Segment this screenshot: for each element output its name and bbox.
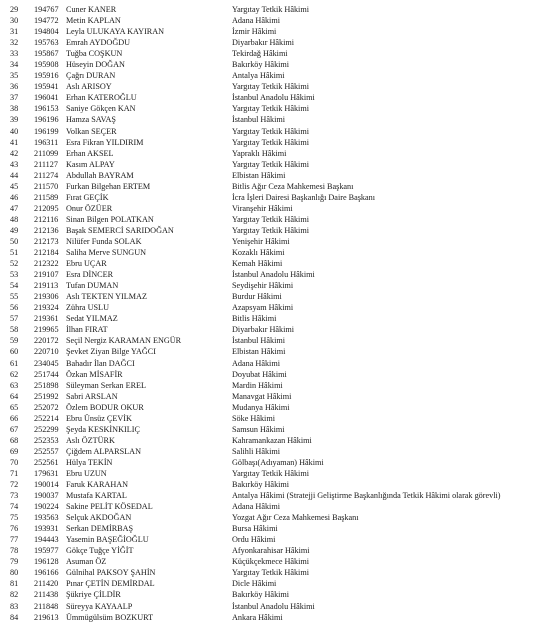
row-number: 33 [10,49,19,59]
row-judge-name: Aslı ARISOY [66,82,112,92]
table-row [0,159,534,170]
table-row [0,523,534,534]
row-registry-number: 252353 [34,435,59,445]
row-judge-name: Süleyman Serkan EREL [66,380,147,390]
table-row [0,247,534,258]
row-registry-number: 194772 [34,16,59,26]
row-number: 71 [10,468,19,478]
row-position: Viranşehir Hâkimi [232,203,293,213]
row-number: 64 [10,391,19,401]
table-row [0,324,534,335]
row-registry-number: 219613 [34,612,59,622]
row-position: Kozaklı Hâkimi [232,248,285,258]
row-position: Yargıtay Tetkik Hâkimi [232,104,309,114]
row-number: 52 [10,259,19,269]
table-row [0,589,534,600]
row-number: 56 [10,303,19,313]
row-judge-name: Sabri ARSLAN [66,391,118,401]
row-position: Mudanya Hâkimi [232,402,290,412]
row-judge-name: Seçil Nergiz KARAMAN ENGÜR [66,336,182,346]
row-judge-name: Hülya TEKİN [66,457,113,467]
row-registry-number: 211127 [34,159,58,169]
row-registry-number: 196128 [34,557,59,567]
row-number: 46 [10,192,19,202]
row-number: 74 [10,502,19,512]
row-position: Adana Hâkimi [232,16,280,26]
table-row [0,280,534,291]
table-row [0,402,534,413]
row-number: 35 [10,71,19,81]
row-number: 76 [10,524,19,534]
row-number: 84 [10,612,19,622]
row-position: Yapraklı Hâkimi [232,148,287,158]
row-judge-name: Şeyda KESKİNKILIÇ [66,424,140,434]
row-judge-name: Gökçe Tuğçe YİĞİT [66,546,134,556]
row-position: Diyarbakır Hâkimi [232,38,295,48]
table-row [0,103,534,114]
row-number: 34 [10,60,19,70]
row-registry-number: 211099 [34,148,59,158]
row-judge-name: Pınar ÇETİN DEMİRDAL [66,579,155,589]
table-row [0,391,534,402]
table-row [0,26,534,37]
row-number: 47 [10,203,19,213]
table-row [0,225,534,236]
row-position: Seydişehir Hâkimi [232,281,294,291]
row-judge-name: Zühra USLU [66,303,109,313]
row-number: 49 [10,225,19,235]
row-registry-number: 252072 [34,402,59,412]
table-row [0,126,534,137]
table-row [0,512,534,523]
table-row [0,369,534,380]
row-judge-name: Şevket Ziyan Bilge YAĞCI [66,347,156,357]
row-judge-name: Selçuk AKDOĞAN [66,513,132,523]
row-position: Elbistan Hâkimi [232,347,286,357]
row-registry-number: 194804 [34,27,59,37]
row-judge-name: Emrah AYDOĞDU [66,38,131,48]
row-number: 54 [10,281,19,291]
row-number: 39 [10,115,19,125]
row-registry-number: 190014 [34,480,59,490]
row-registry-number: 196199 [34,126,59,136]
row-position: Burdur Hâkimi [232,292,282,302]
row-position: Antalya Hâkimi (Stratejji Geliştirme Başkanlığında Tetkik Hâkimi olarak görevli) [232,491,501,501]
row-position: Bakırköy Hâkimi [232,60,290,70]
row-registry-number: 194767 [34,5,59,14]
row-number: 42 [10,148,19,158]
table-row [0,490,534,501]
row-number: 80 [10,568,19,578]
row-judge-name: Esra DİNCER [66,270,114,280]
row-registry-number: 219324 [34,303,59,313]
row-position: Bitlis Ağır Ceza Mahkemesi Başkanı [232,181,354,191]
table-row [0,424,534,435]
row-judge-name: Sedat YILMAZ [66,314,118,324]
row-registry-number: 195916 [34,71,59,81]
table-row [0,358,534,369]
row-registry-number: 193931 [34,524,59,534]
row-position: Yenişehir Hâkimi [232,236,290,246]
row-number: 72 [10,480,19,490]
table-row [0,313,534,324]
row-registry-number: 252214 [34,413,59,423]
row-position: Dicle Hâkimi [232,579,277,589]
row-number: 63 [10,380,19,390]
table-row [0,15,534,26]
row-judge-name: Sakine PELİT KÖSEDAL [66,502,153,512]
row-position: Küçükçekmece Hâkimi [232,557,310,567]
row-registry-number: 251744 [34,369,59,379]
row-position: Bitlis Hâkimi [232,314,277,324]
row-position: İstanbul Hâkimi [232,336,285,346]
table-row [0,291,534,302]
row-judge-name: Nilüfer Funda SOLAK [66,236,142,246]
row-position: Doyubat Hâkimi [232,369,287,379]
table-row [0,612,534,623]
row-position: Ordu Hâkimi [232,535,276,545]
row-number: 82 [10,590,19,600]
row-number: 66 [10,413,19,423]
row-number: 44 [10,170,19,180]
row-registry-number: 212322 [34,259,59,269]
row-number: 67 [10,424,19,434]
row-judge-name: Özkan MİSAFİR [66,369,123,379]
table-row [0,457,534,468]
table-row [0,545,534,556]
row-position: Diyarbakır Hâkimi [232,325,295,335]
row-judge-name: Serkan DEMİRBAŞ [66,524,134,534]
row-registry-number: 252299 [34,424,59,434]
row-position: Azapsyam Hâkimi [232,303,294,313]
row-number: 36 [10,82,19,92]
table-row [0,346,534,357]
row-judge-name: Saliha Merve SUNGUN [66,248,147,258]
table-row [0,192,534,203]
appointment-table [0,4,534,623]
row-judge-name: Ebru UZUN [66,468,107,478]
row-number: 75 [10,513,19,523]
row-judge-name: Ümmügülsüm BOZKURT [66,612,154,622]
row-judge-name: Volkan SEÇER [66,126,117,136]
row-judge-name: Çağrı DURAN [66,71,116,81]
row-registry-number: 251992 [34,391,59,401]
row-judge-name: Şükriye ÇİLDİR [66,590,121,600]
row-position: Bursa Hâkimi [232,524,278,534]
row-judge-name: Hüseyin DOĞAN [66,60,125,70]
row-registry-number: 190224 [34,502,59,512]
row-judge-name: Esra Fikran YILDIRIM [66,137,144,147]
table-row [0,534,534,545]
row-registry-number: 212136 [34,225,59,235]
table-row [0,92,534,103]
table-row [0,59,534,70]
row-number: 77 [10,535,19,545]
row-registry-number: 211570 [34,181,59,191]
table-row [0,81,534,92]
row-registry-number: 195977 [34,546,59,556]
row-position: Afyonkarahisar Hâkimi [232,546,310,556]
row-position: İstanbul Anadolu Hâkimi [232,93,315,103]
row-judge-name: Süreyya KAYAALP [66,601,133,611]
row-number: 55 [10,292,19,302]
row-registry-number: 190037 [34,491,59,501]
row-registry-number: 234045 [34,358,59,368]
row-number: 57 [10,314,19,324]
table-row [0,70,534,81]
row-registry-number: 211438 [34,590,59,600]
row-position: Kemah Hâkimi [232,259,283,269]
row-registry-number: 195908 [34,60,59,70]
row-position: Yargıtay Tetkik Hâkimi [232,214,309,224]
row-position: Tekirdağ Hâkimi [232,49,288,59]
row-judge-name: Mustafa KARTAL [66,491,127,501]
row-registry-number: 219965 [34,325,59,335]
row-judge-name: Leyla ULUKAYA KAYIRAN [66,27,165,37]
row-registry-number: 252561 [34,457,59,467]
row-number: 30 [10,16,19,26]
table-row [0,203,534,214]
row-number: 60 [10,347,19,357]
row-position: İstanbul Anadolu Hâkimi [232,270,315,280]
table-row [0,413,534,424]
row-position: Yozgat Ağır Ceza Mahkemesi Başkanı [232,513,359,523]
row-judge-name: Erhan AKSEL [66,148,114,158]
table-row [0,181,534,192]
row-judge-name: Kasım ALPAY [66,159,115,169]
row-number: 29 [10,5,19,14]
row-judge-name: Fırat GEÇİK [66,192,109,202]
row-position: Yargıtay Tetkik Hâkimi [232,159,309,169]
row-registry-number: 219361 [34,314,59,324]
table-row [0,302,534,313]
row-number: 78 [10,546,19,556]
row-registry-number: 220710 [34,347,59,357]
row-registry-number: 179631 [34,468,59,478]
row-position: Yargıtay Tetkik Hâkimi [232,137,309,147]
row-registry-number: 211848 [34,601,59,611]
appointment-list-page [0,4,534,623]
table-row [0,578,534,589]
row-position: Bakırköy Hâkimi [232,590,290,600]
row-judge-name: Özlem BODUR OKUR [66,402,144,412]
row-registry-number: 212184 [34,248,59,258]
row-registry-number: 211420 [34,579,59,589]
row-judge-name: Gülnihal PAKSOY ŞAHİN [66,568,156,578]
table-row [0,236,534,247]
row-number: 62 [10,369,19,379]
row-registry-number: 193563 [34,513,59,523]
table-row [0,48,534,59]
row-judge-name: Bahadır İlan DAĞCI [66,358,135,368]
row-number: 61 [10,358,19,368]
row-position: Adana Hâkimi [232,358,280,368]
row-position: Elbistan Hâkimi [232,170,286,180]
row-registry-number: 195763 [34,38,59,48]
row-judge-name: Erhan KATEROĞLU [66,93,137,103]
row-registry-number: 219306 [34,292,59,302]
row-judge-name: Başak SEMERCİ SARIDOĞAN [66,225,174,235]
row-number: 38 [10,104,19,114]
table-row [0,501,534,512]
row-number: 43 [10,159,19,169]
table-row [0,468,534,479]
row-position: Yargıtay Tetkik Hâkimi [232,468,309,478]
row-number: 69 [10,446,19,456]
row-judge-name: Tuğba COŞKUN [66,49,123,59]
row-judge-name: Faruk KARAHAN [66,480,129,490]
row-registry-number: 196041 [34,93,59,103]
row-registry-number: 219113 [34,281,59,291]
table-row [0,37,534,48]
row-number: 79 [10,557,19,567]
row-judge-name: Asuman ÖZ [66,557,107,567]
row-number: 58 [10,325,19,335]
row-judge-name: Metin KAPLAN [66,16,121,26]
row-position: İstanbul Hâkimi [232,115,285,125]
row-number: 73 [10,491,19,501]
row-position: Ankara Hâkimi [232,612,283,622]
table-row [0,446,534,457]
table-row [0,214,534,225]
row-judge-name: Saniye Gökçen KAN [66,104,136,114]
row-position: Bakırköy Hâkimi [232,480,290,490]
row-judge-name: Sinan Bilgen POLATKAN [66,214,154,224]
row-number: 45 [10,181,19,191]
table-row [0,137,534,148]
row-judge-name: Yasemin BAŞEĞİOĞLU [66,535,149,545]
row-position: Gölbaşı(Adıyaman) Hâkimi [232,457,324,467]
table-row [0,479,534,490]
table-row [0,601,534,612]
row-judge-name: Aslı ÖZTÜRK [66,435,115,445]
row-position: İcra İşleri Dairesi Başkanlığı Daire Başkanı [232,192,376,202]
row-position: Manavgat Hâkimi [232,391,292,401]
row-position: İstanbul Anadolu Hâkimi [232,601,315,611]
row-position: Adana Hâkimi [232,502,280,512]
table-row [0,4,534,15]
row-judge-name: Furkan Bilgehan ERTEM [66,181,151,191]
row-judge-name: Tufan DUMAN [66,281,119,291]
row-number: 70 [10,457,19,467]
row-number: 40 [10,126,19,136]
row-registry-number: 196166 [34,568,59,578]
row-judge-name: Abdullah BAYRAM [66,170,134,180]
row-number: 48 [10,214,19,224]
row-number: 41 [10,137,19,147]
table-row [0,567,534,578]
table-row [0,148,534,159]
table-row [0,269,534,280]
row-registry-number: 195941 [34,82,59,92]
row-number: 32 [10,38,19,48]
row-judge-name: İlhan FIRAT [66,325,108,335]
row-judge-name: Onur ÖZÜER [66,203,113,213]
row-registry-number: 195867 [34,49,59,59]
row-number: 53 [10,270,19,280]
row-registry-number: 219107 [34,270,59,280]
row-registry-number: 220172 [34,336,59,346]
row-position: Antalya Hâkimi [232,71,285,81]
row-registry-number: 211274 [34,170,59,180]
row-position: Samsun Hâkimi [232,424,285,434]
row-position: Yargıtay Tetkik Hâkimi [232,126,309,136]
row-registry-number: 252557 [34,446,59,456]
row-position: Yargıtay Tetkik Hâkimi [232,82,309,92]
row-number: 83 [10,601,19,611]
row-judge-name: Cuner KANER [66,5,117,14]
row-registry-number: 196153 [34,104,59,114]
row-position: Söke Hâkimi [232,413,275,423]
row-registry-number: 212173 [34,236,59,246]
table-row [0,435,534,446]
row-position: Yargıtay Tetkik Hâkimi [232,568,309,578]
table-row [0,114,534,125]
row-judge-name: Aslı TEKTEN YILMAZ [66,292,147,302]
row-number: 65 [10,402,19,412]
row-judge-name: Ebru Ünsüz ÇEVİK [66,413,132,423]
row-position: İzmir Hâkimi [232,27,277,37]
row-number: 59 [10,336,19,346]
row-number: 50 [10,236,19,246]
row-position: Yargıtay Tetkik Hâkimi [232,225,309,235]
table-row [0,170,534,181]
table-row [0,335,534,346]
row-judge-name: Hamza SAVAŞ [66,115,116,125]
row-judge-name: Ebru UÇAR [66,259,107,269]
row-registry-number: 212116 [34,214,59,224]
row-registry-number: 194443 [34,535,59,545]
row-position: Yargıtay Tetkik Hâkimi [232,5,309,14]
row-number: 37 [10,93,19,103]
row-registry-number: 196196 [34,115,59,125]
row-position: Kahramankazan Hâkimi [232,435,312,445]
table-row [0,258,534,269]
row-judge-name: Çiğdem ALPARSLAN [66,446,141,456]
row-number: 31 [10,27,19,37]
table-row [0,380,534,391]
row-position: Mardin Hâkimi [232,380,283,390]
row-registry-number: 211589 [34,192,59,202]
row-registry-number: 212095 [34,203,59,213]
row-number: 51 [10,248,19,258]
row-number: 68 [10,435,19,445]
row-registry-number: 251898 [34,380,59,390]
row-position: Salihli Hâkimi [232,446,280,456]
row-number: 81 [10,579,19,589]
row-registry-number: 196311 [34,137,59,147]
table-row [0,556,534,567]
